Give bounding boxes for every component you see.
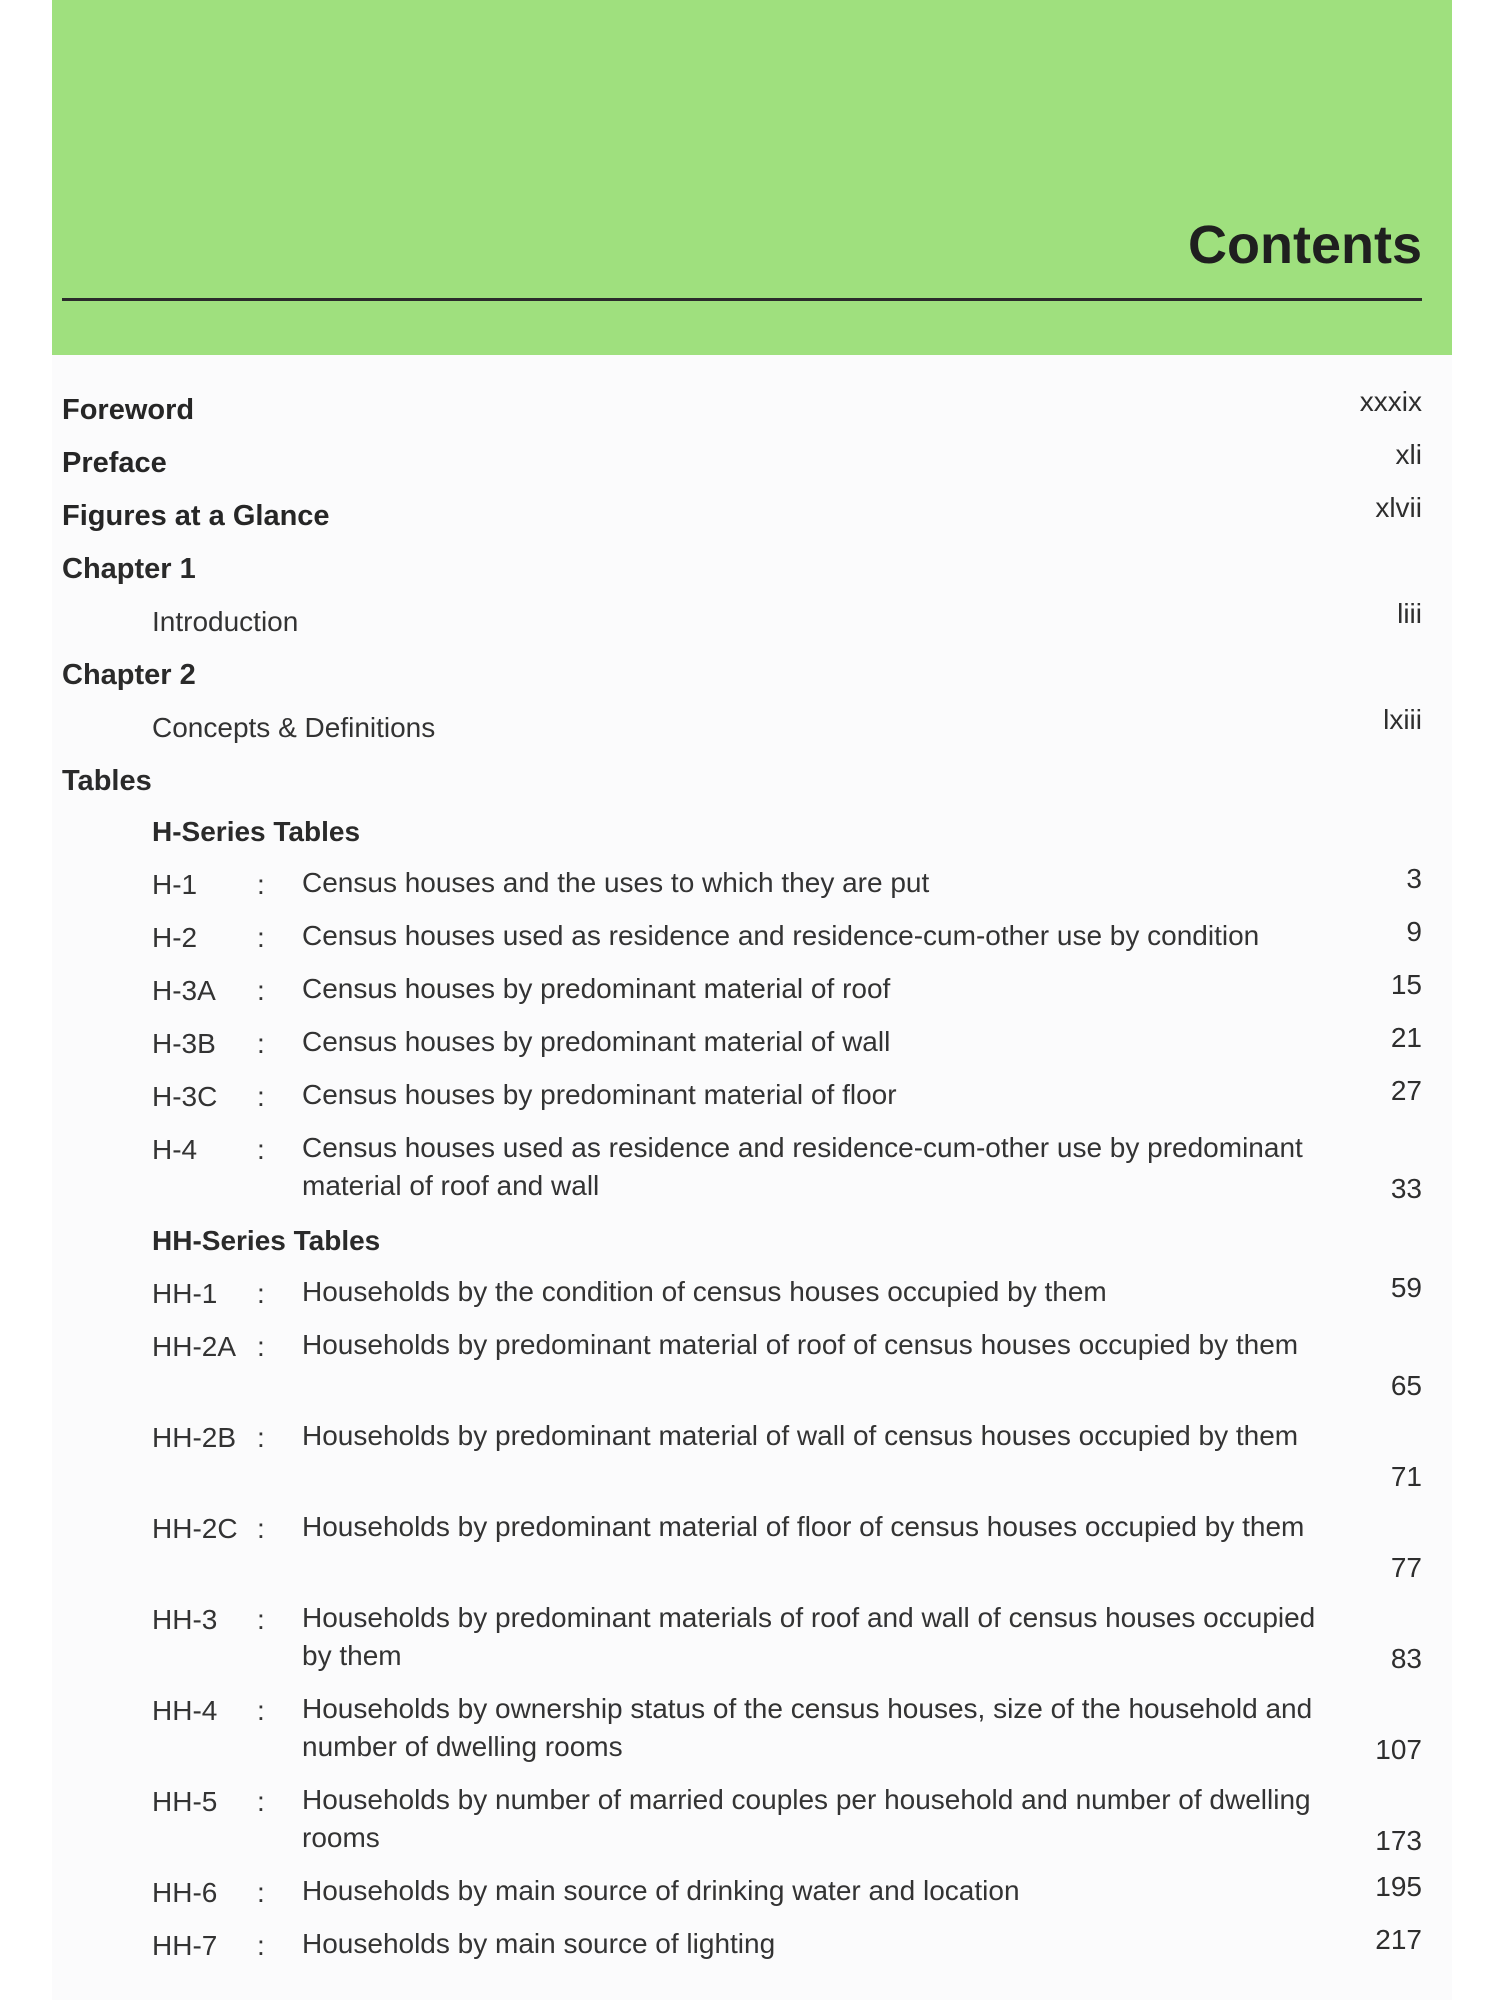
- table-title: Census houses by predominant material of floor: [302, 1079, 897, 1110]
- separator: :: [257, 1604, 265, 1635]
- table-title: Census houses used as residence and residence-cum-other use by predominant material of roof and wall: [302, 1132, 1303, 1201]
- toc-page-number: 9: [1406, 916, 1422, 947]
- table-title: Households by the condition of census houses occupied by them: [302, 1276, 1107, 1307]
- table-code: H-2: [152, 922, 198, 953]
- separator: :: [257, 1695, 265, 1726]
- toc-page-number: 77: [1390, 1552, 1422, 1583]
- separator: :: [257, 1081, 265, 1112]
- separator: :: [257, 1786, 265, 1817]
- tables-heading: [62, 757, 1422, 810]
- series-heading-label: HH-Series Tables: [152, 1225, 381, 1256]
- toc-table-entry[interactable]: [62, 1416, 1422, 1507]
- toc-table-entry[interactable]: [62, 969, 1422, 1022]
- table-title: Households by predominant material of wall of census houses occupied by them: [302, 1420, 1299, 1451]
- chapter-title: Concepts & Definitions: [152, 712, 436, 743]
- table-code: H-3B: [152, 1028, 216, 1059]
- toc-page-number: 195: [1375, 1871, 1422, 1902]
- toc-page-number: 71: [1390, 1461, 1422, 1492]
- toc-table-entry[interactable]: [62, 1507, 1422, 1598]
- table-code: HH-2C: [152, 1513, 238, 1544]
- separator: :: [257, 1278, 265, 1309]
- toc-table-entry[interactable]: [62, 1871, 1422, 1924]
- table-title: Census houses and the uses to which they are put: [302, 867, 930, 898]
- table-title: Households by predominant materials of roof and wall of census houses occupied by them: [302, 1602, 1316, 1671]
- table-code: HH-2B: [152, 1422, 237, 1453]
- table-title: Households by ownership status of the census houses, size of the household and number of dwelling rooms: [302, 1693, 1313, 1762]
- table-code: HH-5: [152, 1786, 218, 1817]
- toc-page-number: 65: [1390, 1370, 1422, 1401]
- separator: :: [257, 975, 265, 1006]
- separator: :: [257, 1877, 265, 1908]
- toc-table-entry[interactable]: [62, 1272, 1422, 1325]
- separator: :: [257, 1331, 265, 1362]
- toc-page-number: 217: [1375, 1924, 1422, 1955]
- toc-table-entry[interactable]: [62, 863, 1422, 916]
- table-title: Households by predominant material of floor of census houses occupied by them: [302, 1511, 1305, 1542]
- toc-page-number: xli: [1395, 439, 1422, 470]
- table-code: H-3A: [152, 975, 216, 1006]
- chapter-2-heading: [62, 651, 1422, 704]
- table-title: Households by main source of drinking water and location: [302, 1875, 1020, 1906]
- table-title: Census houses by predominant material of wall: [302, 1026, 891, 1057]
- separator: :: [257, 1513, 265, 1544]
- toc-entry-label: Foreword: [62, 394, 195, 426]
- chapter-heading-label: Chapter 2: [62, 659, 196, 691]
- toc-table-entry[interactable]: [62, 1689, 1422, 1780]
- contents-header: [52, 0, 1452, 355]
- toc-page-number: 21: [1390, 1022, 1422, 1053]
- table-title: Census houses by predominant material of roof: [302, 973, 891, 1004]
- table-title: Households by number of married couples per household and number of dwelling rooms: [302, 1784, 1311, 1853]
- table-code: HH-4: [152, 1695, 218, 1726]
- chapter-title: Introduction: [152, 606, 299, 637]
- table-code: HH-2A: [152, 1331, 237, 1362]
- toc-page-number: 107: [1375, 1734, 1422, 1765]
- toc-entry-label: Preface: [62, 447, 167, 479]
- toc-page-number: lxiii: [1383, 704, 1422, 735]
- table-of-contents: [62, 386, 1422, 1977]
- separator: :: [257, 1930, 265, 1961]
- toc-entry-preface[interactable]: [62, 439, 1422, 492]
- table-title: Households by predominant material of roof of census houses occupied by them: [302, 1329, 1299, 1360]
- toc-table-entry[interactable]: [62, 1780, 1422, 1871]
- separator: :: [257, 1134, 265, 1165]
- table-code: H-1: [152, 869, 198, 900]
- toc-table-entry[interactable]: [62, 916, 1422, 969]
- toc-table-entry[interactable]: [62, 1022, 1422, 1075]
- table-code: HH-3: [152, 1604, 218, 1635]
- separator: :: [257, 1422, 265, 1453]
- header-rule: [62, 298, 1422, 301]
- toc-entry-foreword[interactable]: [62, 386, 1422, 439]
- toc-page-number: xlvii: [1375, 492, 1422, 523]
- separator: :: [257, 869, 265, 900]
- h-series-heading: [62, 810, 1422, 863]
- toc-page-number: 15: [1390, 969, 1422, 1000]
- chapter-1-heading: [62, 545, 1422, 598]
- table-code: H-3C: [152, 1081, 218, 1112]
- toc-page-number: xxxix: [1359, 386, 1422, 417]
- page-title: Contents: [1188, 215, 1422, 275]
- toc-table-entry[interactable]: [62, 1598, 1422, 1689]
- toc-entry-label: Figures at a Glance: [62, 500, 330, 532]
- table-code: H-4: [152, 1134, 198, 1165]
- toc-table-entry[interactable]: [62, 1924, 1422, 1977]
- chapter-heading-label: Chapter 1: [62, 553, 196, 585]
- toc-page-number: 3: [1406, 863, 1422, 894]
- toc-table-entry[interactable]: [62, 1075, 1422, 1128]
- toc-table-entry[interactable]: [62, 1128, 1422, 1219]
- table-code: HH-1: [152, 1278, 218, 1309]
- table-code: HH-6: [152, 1877, 218, 1908]
- toc-page-number: 83: [1390, 1643, 1422, 1674]
- toc-page-number: liii: [1397, 598, 1422, 629]
- toc-entry-introduction[interactable]: [62, 598, 1422, 651]
- toc-table-entry[interactable]: [62, 1325, 1422, 1416]
- tables-heading-label: Tables: [62, 765, 152, 797]
- toc-page-number: 59: [1390, 1272, 1422, 1303]
- toc-page-number: 27: [1390, 1075, 1422, 1106]
- separator: :: [257, 922, 265, 953]
- toc-entry-concepts-definitions[interactable]: [62, 704, 1422, 757]
- toc-page-number: 173: [1375, 1825, 1422, 1856]
- hh-series-heading: [62, 1219, 1422, 1272]
- table-code: HH-7: [152, 1930, 218, 1961]
- toc-page-number: 33: [1390, 1173, 1422, 1204]
- toc-entry-figures-at-a-glance[interactable]: [62, 492, 1422, 545]
- separator: :: [257, 1028, 265, 1059]
- series-heading-label: H-Series Tables: [152, 816, 361, 847]
- table-title: Census houses used as residence and residence-cum-other use by condition: [302, 920, 1260, 951]
- table-title: Households by main source of lighting: [302, 1928, 776, 1959]
